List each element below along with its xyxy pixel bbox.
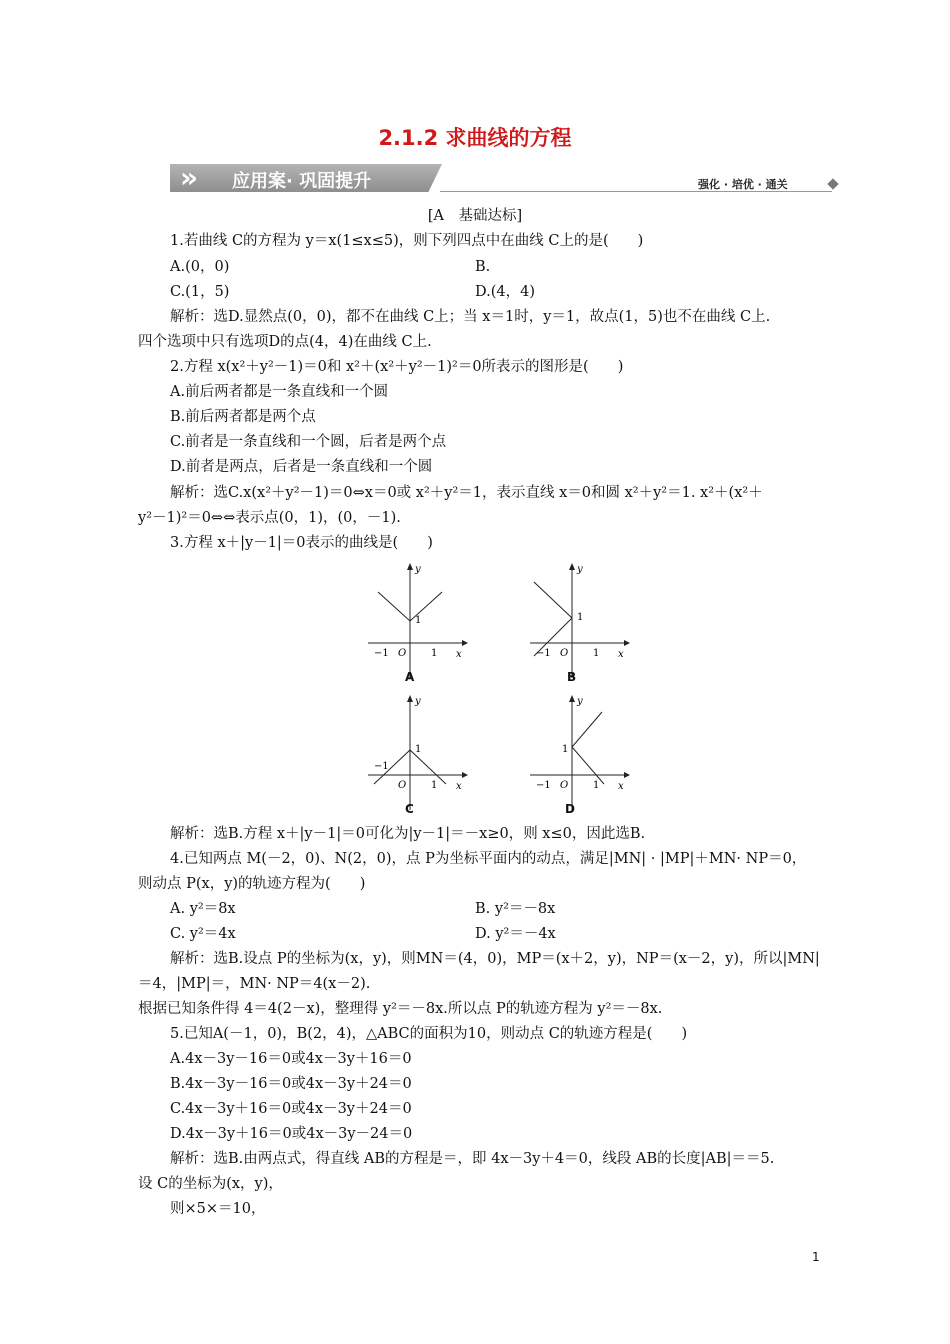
q2-option-b: B.前后两者都是两个点: [170, 409, 316, 425]
y-axis-label: y: [577, 696, 583, 707]
q4-solution-line1: 解析：选B.设点 P的坐标为(x，y)，则MN＝(4，0)，MP＝(x＋2，y)，NP＝(x－2，y)，所以|MN|: [170, 951, 820, 967]
y-axis-label: y: [577, 564, 583, 575]
x-arrow-icon: [462, 640, 468, 646]
graph-c: [360, 692, 470, 817]
q4-solution-line2: ＝4，|MP|＝，MN· NP＝4(x－2).: [138, 976, 371, 992]
banner-tagline: 强化 · 培优 · 通关: [698, 178, 788, 191]
q5-solution-line2: 设 C的坐标为(x，y)，: [138, 1176, 283, 1192]
section-heading: [A 基础达标]: [427, 208, 523, 224]
graph-b-caption: B: [567, 670, 577, 684]
graph-b: [522, 560, 632, 685]
neg-one-label: −1: [374, 761, 389, 772]
origin-label: O: [560, 780, 569, 791]
q1-option-a: A.(0，0): [170, 259, 230, 275]
graph-d-caption: D: [565, 802, 575, 816]
graph-a-caption: A: [405, 670, 415, 684]
graph-c-caption: C: [405, 802, 414, 816]
x-axis-label: x: [618, 649, 624, 660]
q2-solution-line2: y²－1)²＝0⇔⇔表示点(0，1)，(0，－1).: [138, 510, 401, 526]
y-arrow-icon: [569, 563, 575, 570]
q4-option-d: D. y²＝－4x: [475, 926, 556, 942]
q4-option-c: C. y²＝4x: [170, 926, 236, 942]
q1-option-d: D.(4，4): [475, 284, 535, 300]
one-label: 1: [431, 648, 438, 659]
neg-one-label: −1: [374, 648, 389, 659]
q2-option-a: A.前后两者都是一条直线和一个圆: [170, 384, 389, 400]
x-axis-label: x: [618, 781, 624, 792]
diamond-icon: [827, 178, 838, 189]
question-4-line2: 则动点 P(x，y)的轨迹方程为( ): [138, 876, 366, 892]
origin-label: O: [560, 648, 569, 659]
question-1: 1.若曲线 C的方程为 y＝x(1≤x≤5)，则下列四点中在曲线 C上的是( ): [170, 233, 644, 249]
q2-option-d: D.前者是两点，后者是一条直线和一个圆: [170, 459, 433, 475]
question-5: 5.已知A(－1，0)，B(2，4)，△ABC的面积为10，则动点 C的轨迹方程是( ): [170, 1026, 688, 1042]
q2-solution-line1: 解析：选C.x(x²＋y²－1)＝0⇔x＝0或 x²＋y²＝1，表示直线 x＝0和圆 x²＋y²＝1. x²＋(x²＋: [170, 485, 763, 501]
q1-option-c: C.(1，5): [170, 284, 230, 300]
q1-solution-line2: 四个选项中只有选项D的点(4，4)在曲线 C上.: [138, 334, 432, 350]
double-chevron-icon: »: [180, 161, 191, 194]
x-arrow-icon: [624, 640, 630, 646]
y-one-label: 1: [562, 744, 569, 755]
x-axis-label: x: [456, 781, 462, 792]
y-arrow-icon: [407, 695, 413, 702]
q5-option-a: A.4x－3y－16＝0或4x－3y＋16＝0: [170, 1051, 412, 1067]
neg-one-label: −1: [536, 648, 551, 659]
q4-option-b: B. y²＝－8x: [475, 901, 556, 917]
q1-option-b: B.: [475, 259, 491, 275]
q1-solution-line1: 解析：选D.显然点(0，0)，都不在曲线 C上；当 x＝1时，y＝1，故点(1，5)也不在曲线 C上.: [170, 309, 771, 325]
q3-solution: 解析：选B.方程 x＋|y－1|＝0可化为|y－1|＝－x≥0，则 x≤0，因此选B.: [170, 826, 646, 842]
x-arrow-icon: [624, 772, 630, 778]
y-arrow-icon: [569, 695, 575, 702]
question-3: 3.方程 x＋|y－1|＝0表示的曲线是( ): [170, 535, 433, 551]
x-axis-label: x: [456, 649, 462, 660]
x-arrow-icon: [462, 772, 468, 778]
question-4-line1: 4.已知两点 M(－2，0)、N(2，0)，点 P为坐标平面内的动点，满足|MN| · |MP|＋MN· NP＝0，: [170, 851, 807, 867]
page-number: 1: [812, 1250, 820, 1264]
q5-option-b: B.4x－3y－16＝0或4x－3y＋24＝0: [170, 1076, 412, 1092]
y-axis-label: y: [415, 696, 421, 707]
curve: [572, 712, 604, 784]
y-one-label: 1: [415, 744, 422, 755]
q5-option-c: C.4x－3y＋16＝0或4x－3y＋24＝0: [170, 1101, 412, 1117]
y-one-label: 1: [415, 615, 422, 626]
question-2: 2.方程 x(x²＋y²－1)＝0和 x²＋(x²＋y²－1)²＝0所表示的图形是( ): [170, 359, 624, 375]
curve: [534, 582, 572, 656]
origin-label: O: [398, 648, 407, 659]
neg-one-label: −1: [536, 780, 551, 791]
q5-solution-line1: 解析：选B.由两点式，得直线 AB的方程是＝，即 4x－3y＋4＝0，线段 AB的长度|AB|＝＝5.: [170, 1151, 775, 1167]
q5-solution-line3: 则×5×＝10，: [170, 1201, 266, 1217]
q4-option-a: A. y²＝8x: [170, 901, 236, 917]
banner-label: 应用案· 巩固提升: [232, 171, 372, 192]
y-one-label: 1: [577, 612, 584, 623]
q2-option-c: C.前者是一条直线和一个圆，后者是两个点: [170, 434, 447, 450]
one-label: 1: [431, 780, 438, 791]
y-arrow-icon: [407, 563, 413, 570]
graph-d: [522, 692, 632, 817]
y-axis-label: y: [415, 564, 421, 575]
one-label: 1: [593, 780, 600, 791]
origin-label: O: [398, 780, 407, 791]
graph-a: [360, 560, 470, 685]
page-title: 2.1.2 求曲线的方程: [378, 126, 572, 150]
one-label: 1: [593, 648, 600, 659]
q4-solution-line3: 根据已知条件得 4＝4(2－x)，整理得 y²＝－8x.所以点 P的轨迹方程为 y²＝－8x.: [138, 1001, 663, 1017]
q5-option-d: D.4x－3y＋16＝0或4x－3y－24＝0: [170, 1126, 413, 1142]
